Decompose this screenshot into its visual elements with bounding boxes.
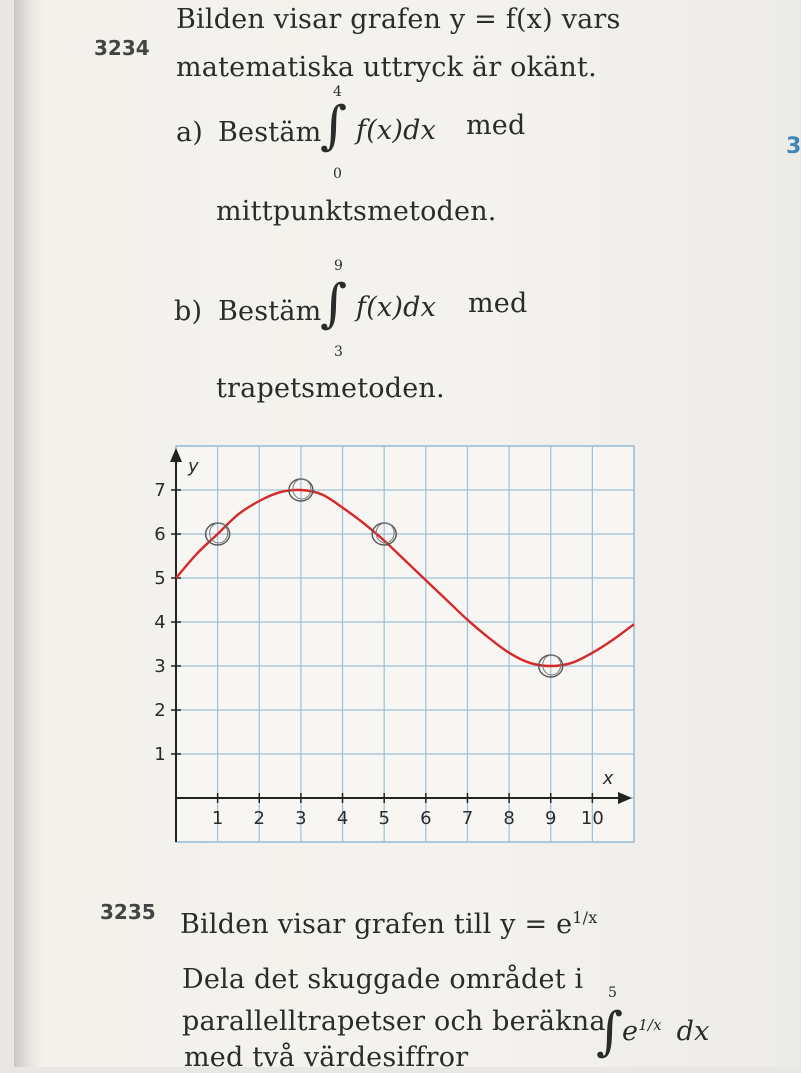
next-page-edge-number: 3 [786,134,801,159]
problem-3234-line2: matematiska uttryck är okänt. [176,52,597,83]
part-b-lower-limit: 3 [334,344,343,360]
function-graph [154,446,634,842]
part-b-method: trapetsmetoden. [216,373,445,404]
integral-sign-3235: ∫ [596,1002,624,1062]
problem-3235-dx: dx [676,1016,710,1047]
problem-3235-base: e [622,1016,639,1047]
x-tick-label: 7 [461,808,474,829]
part-a-word: Bestäm [218,117,322,148]
part-b-med: med [468,288,528,319]
y-tick-label: 3 [154,656,166,677]
part-b-upper-limit: 9 [334,258,343,274]
problem-3235-line1-text: Bilden visar grafen till y = e [180,909,573,940]
problem-3235-upper-limit: 5 [608,985,617,1001]
x-tick-label: 10 [580,808,604,829]
problem-3234-line1: Bilden visar grafen y = f(x) vars [176,4,621,35]
problem-3235-line2: Dela det skuggade området i [182,964,584,995]
y-tick-label: 4 [154,612,166,633]
problem-3235-integrand [622,1016,710,1047]
y-axis-label: y [188,456,199,477]
x-tick-label: 5 [378,808,390,829]
chart-frame [176,446,634,842]
part-a-lower-limit: 0 [333,166,342,182]
x-tick-label: 2 [253,808,265,829]
integral-sign-a: ∫ [320,96,348,156]
problem-3235-exponent: 1/x [638,1016,662,1034]
problem-number-3235: 3235 [100,900,156,924]
x-tick-label: 3 [295,808,307,829]
problem-number-3234: 3234 [94,36,150,60]
x-axis-label: x [602,768,614,789]
part-a-upper-limit: 4 [333,84,342,100]
page-spine [14,0,30,1067]
problem-3235-line3: parallelltrapetser och beräkna [182,1006,606,1037]
x-tick-label: 4 [336,808,349,829]
part-b-word: Bestäm [218,296,322,327]
part-b-label: b) [174,296,203,327]
part-a-label: a) [176,117,204,148]
part-a-method: mittpunktsmetoden. [216,196,497,227]
problem-3235-line1-exponent: 1/x [572,908,598,927]
y-tick-label: 2 [154,700,166,721]
integral-sign-b: ∫ [320,274,348,334]
y-tick-label: 7 [154,480,166,501]
part-a-integrand: f(x)dx [356,115,436,146]
y-tick-label: 1 [154,744,166,765]
y-tick-label: 5 [154,568,166,589]
x-tick-label: 9 [545,808,557,829]
x-tick-label: 6 [420,808,432,829]
problem-3235-line4: med två värdesiffror [184,1042,469,1073]
part-a-med: med [466,110,526,141]
problem-3235-line1 [180,908,597,940]
x-tick-label: 1 [211,808,224,829]
y-tick-label: 6 [154,524,166,545]
part-b-integrand: f(x)dx [356,292,436,323]
x-tick-label: 8 [503,808,515,829]
